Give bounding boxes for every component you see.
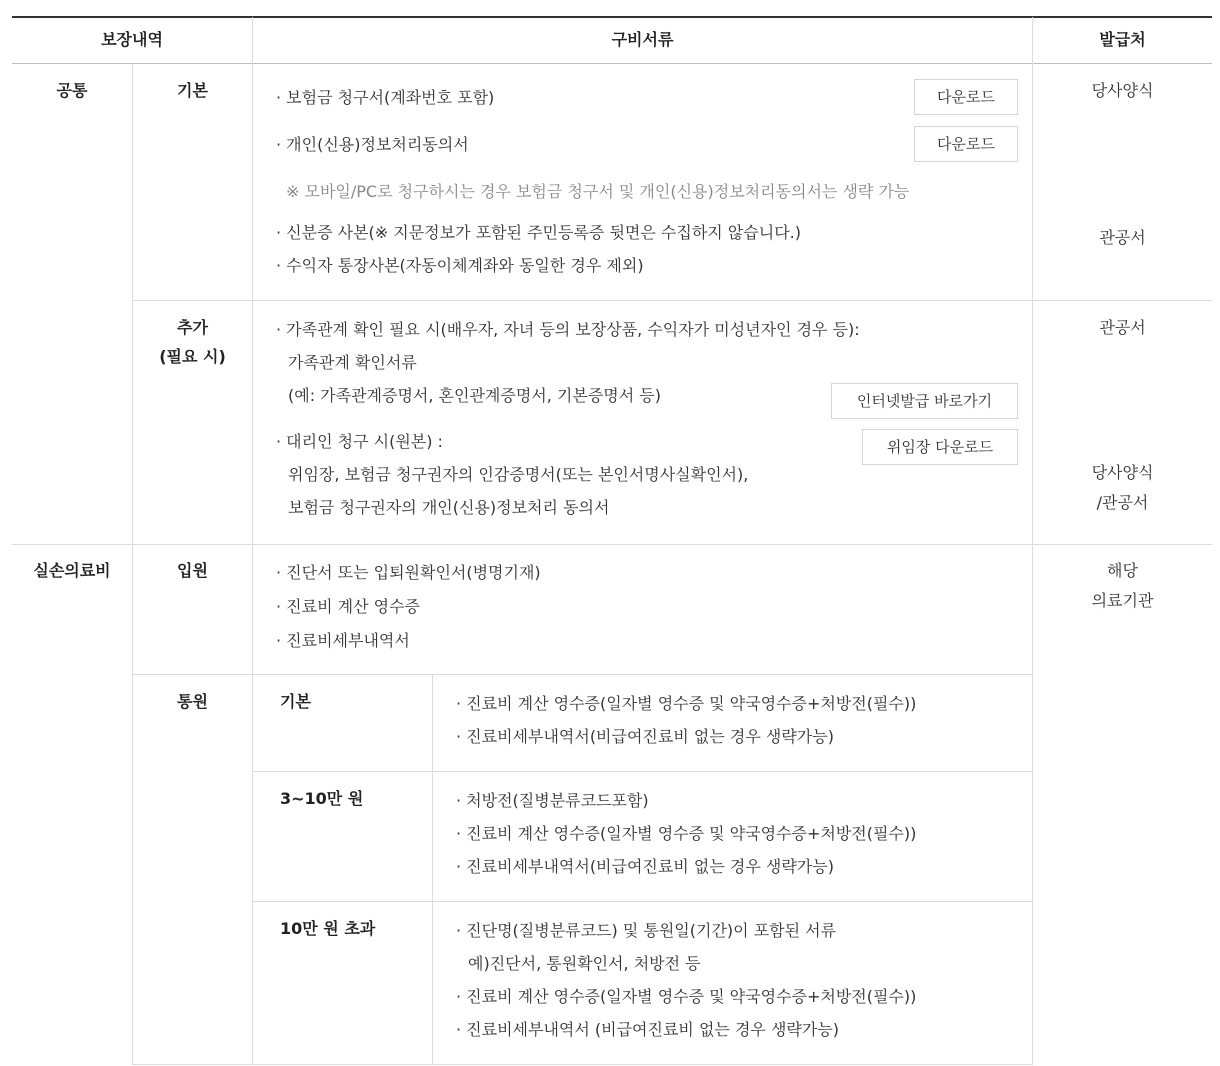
list-item: · 진료비 계산 영수증(일자별 영수증 및 약국영수증+처방전(필수)) xyxy=(456,824,917,843)
subcategory-extra: 추가 xyxy=(177,318,208,337)
header-documents: 구비서류 xyxy=(611,30,674,49)
issuer-hospital: 해당 xyxy=(1107,561,1138,580)
bankbook-item: · 수익자 통장사본(자동이체계좌와 동일한 경우 제외) xyxy=(276,256,644,275)
subcategory-outpatient: 통원 xyxy=(177,692,208,711)
list-item: · 진단서 또는 입퇴원확인서(병명기재) xyxy=(276,563,541,582)
mobile-note: ※ 모바일/PC로 청구하시는 경우 보험금 청구서 및 개인(신용)정보처리동의서는 생략 가능 xyxy=(286,182,910,201)
agent-claim-consent: 보험금 청구권자의 개인(신용)정보처리 동의서 xyxy=(288,498,610,517)
outpatient-basic-label: 기본 xyxy=(280,692,311,711)
row-divider xyxy=(252,771,1032,772)
header-coverage: 보장내역 xyxy=(101,30,163,49)
family-relation-item: · 가족관계 확인 필요 시(배우자, 자녀 등의 보장상품, 수익자가 미성년자인 경우 등): xyxy=(276,320,860,339)
list-item: · 진단명(질병분류코드) 및 통원일(기간)이 포함된 서류 xyxy=(456,921,837,940)
claim-form-download-button[interactable]: 다운로드 xyxy=(914,79,1018,115)
issuer-government: /관공서 xyxy=(1096,493,1149,512)
row-divider xyxy=(132,674,1032,675)
column-divider xyxy=(432,675,433,1065)
id-copy-item: · 신분증 사본(※ 지문정보가 포함된 주민등록증 뒷면은 수집하지 않습니다.) xyxy=(276,223,801,242)
consent-form-item: · 개인(신용)정보처리동의서 xyxy=(276,135,469,154)
list-item: · 처방전(질병분류코드포함) xyxy=(456,791,649,810)
power-of-attorney-download-button[interactable]: 위임장 다운로드 xyxy=(862,429,1018,465)
category-common: 공통 xyxy=(56,81,88,100)
list-item: · 진료비세부내역서(비급여진료비 없는 경우 생략가능) xyxy=(456,857,834,876)
row-divider xyxy=(252,901,1032,902)
issuer-company-form: 당사양식 xyxy=(1091,463,1154,482)
row-divider xyxy=(132,300,1212,301)
list-item: · 진료비세부내역서 (비급여진료비 없는 경우 생략가능) xyxy=(456,1020,840,1039)
issuer-government: 관공서 xyxy=(1099,318,1146,337)
outpatient-range-label: 3~10만 원 xyxy=(280,789,364,808)
issuer-government: 관공서 xyxy=(1099,228,1146,247)
list-item: · 진료비세부내역서(비급여진료비 없는 경우 생략가능) xyxy=(456,727,834,746)
list-item: · 진료비세부내역서 xyxy=(276,631,410,650)
issuer-company-form: 당사양식 xyxy=(1091,81,1154,100)
column-divider xyxy=(1032,17,1033,1065)
subcategory-inpatient: 입원 xyxy=(177,561,208,580)
claim-form-item: · 보험금 청구서(계좌번호 포함) xyxy=(276,88,495,107)
list-item: · 진료비 계산 영수증 xyxy=(276,597,420,616)
issuer-hospital-line2: 의료기관 xyxy=(1091,591,1154,610)
outpatient-over-label: 10만 원 초과 xyxy=(280,919,376,938)
table-bottom-border xyxy=(132,1064,1032,1065)
family-relation-docs: 가족관계 확인서류 xyxy=(288,353,417,372)
list-item: · 진료비 계산 영수증(일자별 영수증 및 약국영수증+처방전(필수)) xyxy=(456,987,917,1006)
agent-claim-item: · 대리인 청구 시(원본) : xyxy=(276,432,443,451)
subcategory-basic: 기본 xyxy=(177,81,208,100)
category-medical: 실손의료비 xyxy=(33,561,111,580)
subcategory-extra-condition: (필요 시) xyxy=(159,347,226,366)
column-divider xyxy=(252,17,253,1065)
list-item: · 진료비 계산 영수증(일자별 영수증 및 약국영수증+처방전(필수)) xyxy=(456,694,917,713)
agent-claim-docs: 위임장, 보험금 청구권자의 인감증명서(또는 본인서명사실확인서), xyxy=(288,465,749,484)
header-issuer: 발급처 xyxy=(1099,30,1146,49)
family-relation-examples: (예: 가족관계증명서, 혼인관계증명서, 기본증명서 등) xyxy=(288,386,661,405)
internet-issue-button[interactable]: 인터넷발급 바로가기 xyxy=(831,383,1018,419)
consent-form-download-button[interactable]: 다운로드 xyxy=(914,126,1018,162)
list-item: 예)진단서, 통원확인서, 처방전 등 xyxy=(468,954,701,973)
